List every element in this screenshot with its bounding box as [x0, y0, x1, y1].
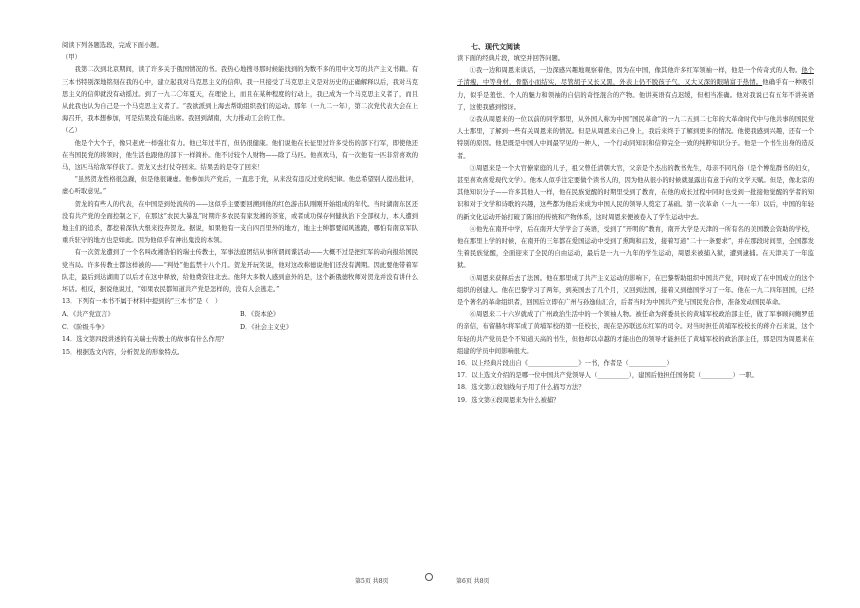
left-column: [62, 40, 418, 359]
passage-jia-label: （甲）: [62, 54, 81, 62]
question-19: 19．选文第④段周恩来为什么被捕？: [457, 396, 560, 404]
underlined-sentence: 他个子清瘦，中等身材，骨骼小而结实，尽管胡子又长又黑，外表上仍不脱孩子气，又大又深的眼睛富于热情。: [457, 67, 815, 87]
question-16: 16．以上经典片段出自《________________》一书，作者是（____________）: [457, 360, 673, 368]
paragraph-6: ⑥周恩来二十六岁就成了广州政治生活中的一个领袖人物。被任命为蒋委员长的黄埔军校政治部主任，做了军事顾问鲍罗廷的亲信，布留赫尔将军成了黄埔军校的第一任校长，现在是苏联远东红军的司令。对当时担任黄埔军校校长的蒋介石来说，这个年轻的共产党员是个不知道天高的书生，但他却以卓越的才能出色的领导才能担任了黄埔军校的政治部主任，那是因为周恩来在组建的学员中间影响很大。: [457, 311, 814, 355]
option-a: A．《共产党宣言》: [62, 311, 114, 319]
option-c: C．《阶级斗争》: [62, 324, 108, 332]
option-d: D．《社会主义史》: [240, 324, 293, 332]
paragraph-1-lead: ①我一边和周恩来谈话，一边深感兴趣地观察着他，因为在中国，像其他许多红军领袖一样，他是一个传奇式的人物。: [469, 67, 802, 75]
passage-jia-paragraph: 我第二次到北京期间，读了许多关于俄国情况的书。我热心地搜寻那时候能找到的为数不多的用中文写的共产主义书籍。有三本书特别深地铭刻在我的心中，建立起我对马克思主义的信仰。我一旦接受了马克思主义是对历史的正确解释以后，我对马克思主义的信仰就没有动摇过。到了一九二〇年夏天，在理论上，而且在某种程度的行动上，我已成为一个马克思主义者了，而且从此我也认为自己是一个马克思主义者了。“我欲派到上海去帮助组织我们的运动。那年（一九二一年），第二次党代表大会在上海召开，我本想参加，可是结果没有能出席。我回到湖南，大力推动工会的工作。: [62, 66, 418, 123]
question-13: 13．下列有一本书不属于材料中提到的“三本书”是（ ）: [62, 298, 222, 306]
paragraph-1-rest: 他确乎有一种吸引力，似乎是羞怯、个人的魅力和领袖的自信的奇怪混合的产物。他讲英语有点迟缓，但相当准确。他对我说已有五年不讲英语了，这使我感到惊讶。: [457, 79, 815, 111]
question-17: 17．以上选文介绍的是哪一位中国共产党领导人（__________），建国后他担任国务院（__________）一职。: [457, 372, 758, 380]
passage-yi-paragraph-4: 有一次贺龙遭到了一个名叫改湘诰伯的瑞士传教士，军事法庭团结从事所谓间谍活动——大概不过是把红军的动向报给国民党当局。许多传教士都这样被的——“判处”他监禁十八个月。贺龙开玩笑说，他对这改称德说他们还没有满期。因此要他带着军队走，最后到达湖南了以后才在这中释放，给他费资往北去。他拜大多数人感到意外的是，这个新俄德牧师对贺龙并没有讲什么坏话。相反，据说他说过，“如果农民都知道共产党是怎样的，没有人会逃走。”: [62, 249, 418, 294]
question-18: 18．选文第①段划线句子用了什么描写方法？: [457, 384, 585, 392]
question-15: 15．根据选文内容，分析贺龙的形象特点。: [62, 348, 184, 356]
right-column: [457, 40, 814, 407]
passage-yi-label: （乙）: [62, 127, 81, 135]
paragraph-2: ②我从周恩来的一位以前的同学那里，从外国人称为中国“国民革命”的一九二五到二七年的大革命时代中与他共事的国民党人士那里，了解到一些有关周恩来的情况。但是从周恩来自己身上，我后来终于了解到更多的情况。他使我感到兴趣，还有一个特别的原因。他是既是中国人中间最罕见的一种人，一个行动同知识和信仰完全一致的纯粹知识分子。他是一个书生出身的造反者。: [457, 116, 814, 160]
question-13-options: [62, 308, 418, 334]
passage-yi-paragraph-2: “虽然贺龙性格很急躁，但是他很谦虚。他参加共产党后，一直忠于党，从来没有违反过党的纪律。他总希望别人提出批评，虚心听取意见。”: [62, 176, 418, 196]
binding-hole-icon: [425, 573, 433, 581]
paragraph-4: ④他先在南开中学，后在南开大学学会了英语，受到了“开明的”教育，南开大学是天津的一所有名的美国教会资助的学校，他在那里上学的时候，在南开的三年都在爱国运动中受到了熏陶和启发，接着写道“二十一条要求”，并在那段时间里，全国都发生着民族觉醒，全面迎来了全民的自由运动，最后是一九一九年的学生运动，周恩来被捕入狱，遭到逮捕。在天津关了一年监狱。: [457, 225, 814, 270]
section-title: 七、现代文阅读: [471, 42, 520, 51]
paragraph-5: ⑤周恩来获释后去了法国。他在那里成了共产主义运动的影响下，在巴黎帮助组织中国共产党，同时成了在中国成立的这个组织的创建人。他在巴黎学习了两年，到英国去了几个月，又回到法国，接着又到德国学习了一年。他在一九二四年回国，已经是个著名的革命组织者，回国后立即在广州与孙逸仙汇合，后者当时为中国共产党与国民党合作，准备发动国民革命。: [457, 274, 814, 307]
passage-yi-paragraph-1: 他是个大个子，像只老虎一样强壮有力。他已年过半百，但仍很健康。他们说他在长征里过许多受伤的部下行军，即使他还在当国民党的将领时，他生活也跟他的部下一样简朴。他不讨较个人财物——除了马匹。他喜欢马，有一次他有一匹非常喜欢的马，这匹马给敌军俘获了。贺龙又去打仗夺回来。结果丢的是夺了回来！: [62, 139, 418, 172]
reading-intro: 阅读下列各题选段，完成下面小题。: [62, 42, 163, 49]
paragraph-1: [457, 65, 814, 114]
passage-yi-paragraph-3: 贺龙的有些人的代表，在中国是到处流传的——这似乎主要要回溯到他的红色游击队刚刚开始组成的年代。当时湖南东区还没有共产党的全面控制之下，在那这“农民大暴乱”时期许多农民有家发湘的茶宴，或者成功保存何健执治下全部权力，本人遭到地主们的追杀，都挖着深仇大恨来投奔贺龙。据说，如果他有一支自四百里外的地方，地主士绅都要闻风逃跑，哪怕有南京军队重兵驻守的地方也是如此。因为他似乎有神出鬼没的本领。: [62, 200, 418, 245]
paragraph-3: ③周恩来是一个大官僚家庭的儿子，祖父曾任清朝大官，父亲是个杰出的教书先生，母亲不同凡俗（是个博览群书的妇女，甚至喜欢喜爱现代文学）。他本人似乎注定要做个读书人的，因为他从很小的时候就显露出有意于向的文学天赋。但是，像北京的其他知识分子——许多其他人一样，他在民族觉醒的时期里受到了教育，在他的成长过程中同时也受到一批接他觉醒的学者的知识和对于文学和诗歌的兴趣，这些都为他后来成为中国人民的领导人奠定了基础。第一次革命（一九一一年）以后，中国的年轻的新文化运动开始打破了陈旧的传统和产物体系，这时周恩来便被卷入了学生运动中去。: [457, 164, 814, 221]
page-number-left: 第5页 共8页: [355, 578, 389, 585]
page-number-right: 第6页 共8页: [456, 578, 490, 585]
option-b: B．《资本论》: [240, 311, 280, 319]
section-intro: 读下面的经典片段，填空并回答问题。: [457, 55, 565, 62]
question-14: 14．选文第四段讲述的有关瑞士传教士的故事有什么作用？: [62, 336, 228, 344]
